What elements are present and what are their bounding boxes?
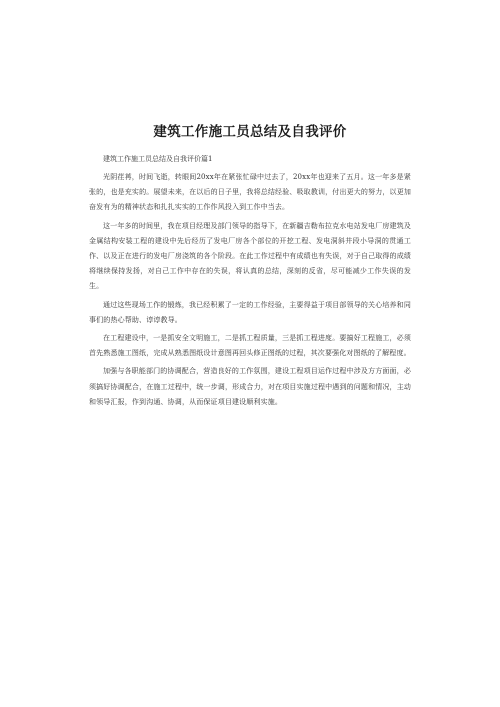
paragraph: 加强与各职能部门的协调配合，营造良好的工作氛围，建设工程项目运作过程中涉及方方面面，必须搞好协调配合，在施工过程中，统一步调，形成合力，对在项目实施过程中遇到的问题和情况，主动和领导汇报，作到沟通、协调，从而保证项目建设顺利实施。 xyxy=(89,367,411,406)
paragraph: 光阴荏苒，时间飞逝，转眼间20xx年在紧张忙碌中过去了，20xx年也迎来了五月。这一年多是紧张的，也是充实的。展望未来，在以后的日子里，我将总结经验、吸取教训，付出更大的努力，以更加奋发有为的精神状态和扎扎实实的工作作风投入到工作中当去。 xyxy=(89,173,411,212)
document-body xyxy=(89,152,411,413)
paragraph: 这一年多的时间里，我在项目经理及部门领导的指导下，在新疆吉勒布拉克水电站发电厂房建筑及金属结构安装工程的建设中先后经历了发电厂房各个部位的开挖工程、发电洞斜井段小导洞的贯通工作、以及正在进行的发电厂房浇筑的各个阶段。在此工作过程中有成绩也有失误，对于自己取得的成绩将继续保持发扬，对自己工作中存在的失误，将认真的总结，深刻的反省，尽可能减少工作失误的发生。 xyxy=(89,221,411,291)
paragraph: 在工程建设中，一是抓安全文明施工，二是抓工程质量，三是抓工程进度。要搞好工程施工，必须首先熟悉施工图纸，完成从熟悉图纸设计意图再回头修正图纸的过程，其次要强化对图纸的了解程度。 xyxy=(89,334,411,358)
paragraph: 通过这些现场工作的锻炼，我已经积累了一定的工作经验，主要得益于项目部领导的关心培养和同事们的热心帮助、谆谆教导。 xyxy=(89,300,411,324)
document-title: 建筑工作施工员总结及自我评价 xyxy=(153,124,347,140)
section-subtitle: 建筑工作施工员总结及自我评价篇1 xyxy=(103,155,213,163)
